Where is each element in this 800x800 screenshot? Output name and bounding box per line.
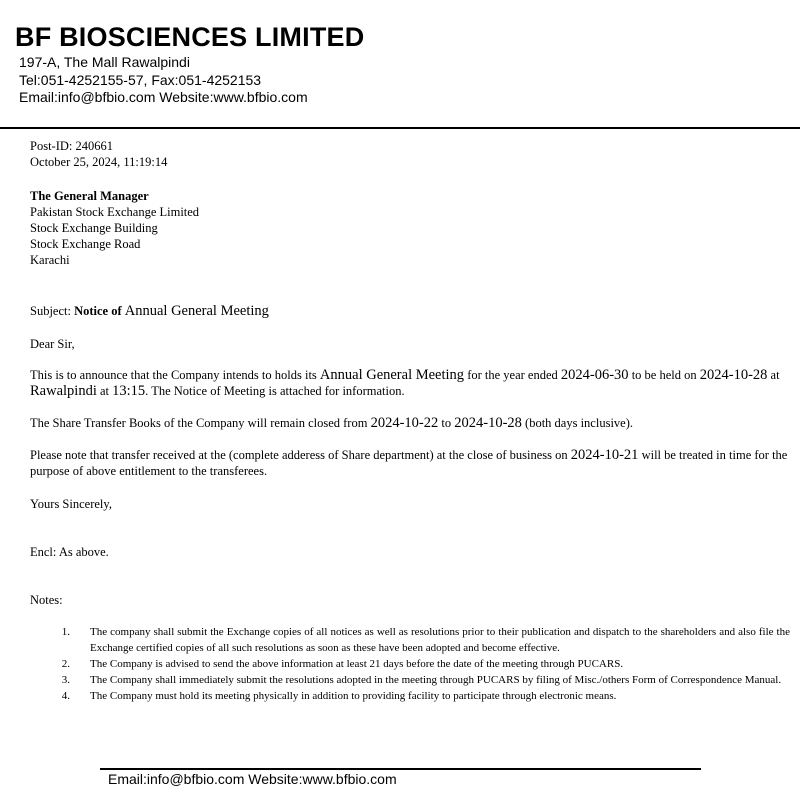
para1-text-5: at	[96, 384, 113, 398]
para1-text-3: to be held on	[628, 368, 700, 382]
meeting-type: Annual General Meeting	[319, 367, 465, 383]
note-item	[30, 688, 790, 704]
announcement-paragraph	[30, 367, 792, 399]
addressee-line-4: Karachi	[30, 253, 70, 267]
closing: Yours Sincerely,	[30, 497, 112, 511]
addressee-title: The General Manager	[30, 189, 149, 203]
para3-text-2: will be treated in time for the purpose of above entitlement to the transferees.	[30, 448, 788, 478]
subject-bold: Notice of	[74, 304, 122, 318]
footer-email-website: Email:info@bfbio.com Website:www.bfbio.com	[108, 771, 397, 787]
note-number: 1.	[61, 626, 70, 638]
note-text: The company shall submit the Exchange copies of all notices as well as resolutions prior to their publication and dispatch to the shareholders and also file the Exchange certified copies of all such resolutions as soon as these have been adopted and become effective.	[90, 626, 790, 654]
salutation: Dear Sir,	[30, 337, 75, 351]
para2-text-3: (both days inclusive).	[521, 416, 633, 430]
meeting-place: Rawalpindi	[30, 383, 97, 399]
company-name: BF BIOSCIENCES LIMITED	[15, 22, 365, 52]
company-tel-fax: Tel:051-4252155-57, Fax:051-4252153	[19, 72, 262, 88]
para1-text-4: at	[767, 368, 780, 382]
book-closure-paragraph	[30, 415, 633, 431]
subject-label: Subject:	[30, 304, 71, 318]
note-item	[30, 656, 790, 672]
year-end-date: 2024-06-30	[560, 367, 629, 383]
addressee-line-3: Stock Exchange Road	[30, 237, 141, 251]
note-number: 4.	[61, 690, 70, 702]
company-email-website: Email:info@bfbio.com Website:www.bfbio.com	[19, 89, 308, 105]
para3-text-1: Please note that transfer received at the (complete adderess of Share department) at the close of business on	[30, 448, 571, 462]
footer-divider	[100, 768, 701, 770]
post-datetime: October 25, 2024, 11:19:14	[30, 155, 168, 169]
closure-to-date: 2024-10-28	[454, 415, 522, 431]
note-text: The Company must hold its meeting physically in addition to providing facility to participate through electronic means.	[90, 690, 617, 702]
post-id: Post-ID: 240661	[30, 139, 113, 153]
enclosure: Encl: As above.	[30, 545, 109, 559]
meeting-time: 13:15	[112, 383, 146, 399]
transfer-note-paragraph	[30, 447, 796, 479]
para2-text-1: The Share Transfer Books of the Company will remain closed from	[30, 416, 371, 430]
para2-text-2: to	[438, 416, 455, 430]
note-number: 2.	[61, 658, 70, 670]
para1-text-1: This is to announce that the Company intends to holds its	[30, 368, 320, 382]
note-item	[30, 624, 790, 656]
subject-topic: Annual General Meeting	[124, 303, 269, 319]
notes-heading: Notes:	[30, 593, 63, 607]
addressee-line-1: Pakistan Stock Exchange Limited	[30, 205, 200, 219]
note-text: The Company shall immediately submit the resolutions adopted in the meeting through PUCARS by filing of Misc./others Form of Correspondence Manual.	[90, 674, 782, 686]
company-address: 197-A, The Mall Rawalpindi	[19, 54, 190, 70]
transfer-cutoff-date: 2024-10-21	[570, 447, 639, 463]
header-divider	[0, 127, 800, 129]
note-text: The Company is advised to send the above information at least 21 days before the date of the meeting through PUCARS.	[90, 658, 624, 670]
para1-text-6: . The Notice of Meeting is attached for information.	[145, 384, 405, 398]
addressee-line-2: Stock Exchange Building	[30, 221, 158, 235]
subject-line	[30, 303, 269, 319]
para1-text-2: for the year ended	[464, 368, 561, 382]
notes-list	[30, 624, 790, 704]
note-item	[30, 672, 790, 688]
closure-from-date: 2024-10-22	[370, 415, 439, 431]
note-number: 3.	[61, 674, 70, 686]
meeting-date: 2024-10-28	[699, 367, 768, 383]
